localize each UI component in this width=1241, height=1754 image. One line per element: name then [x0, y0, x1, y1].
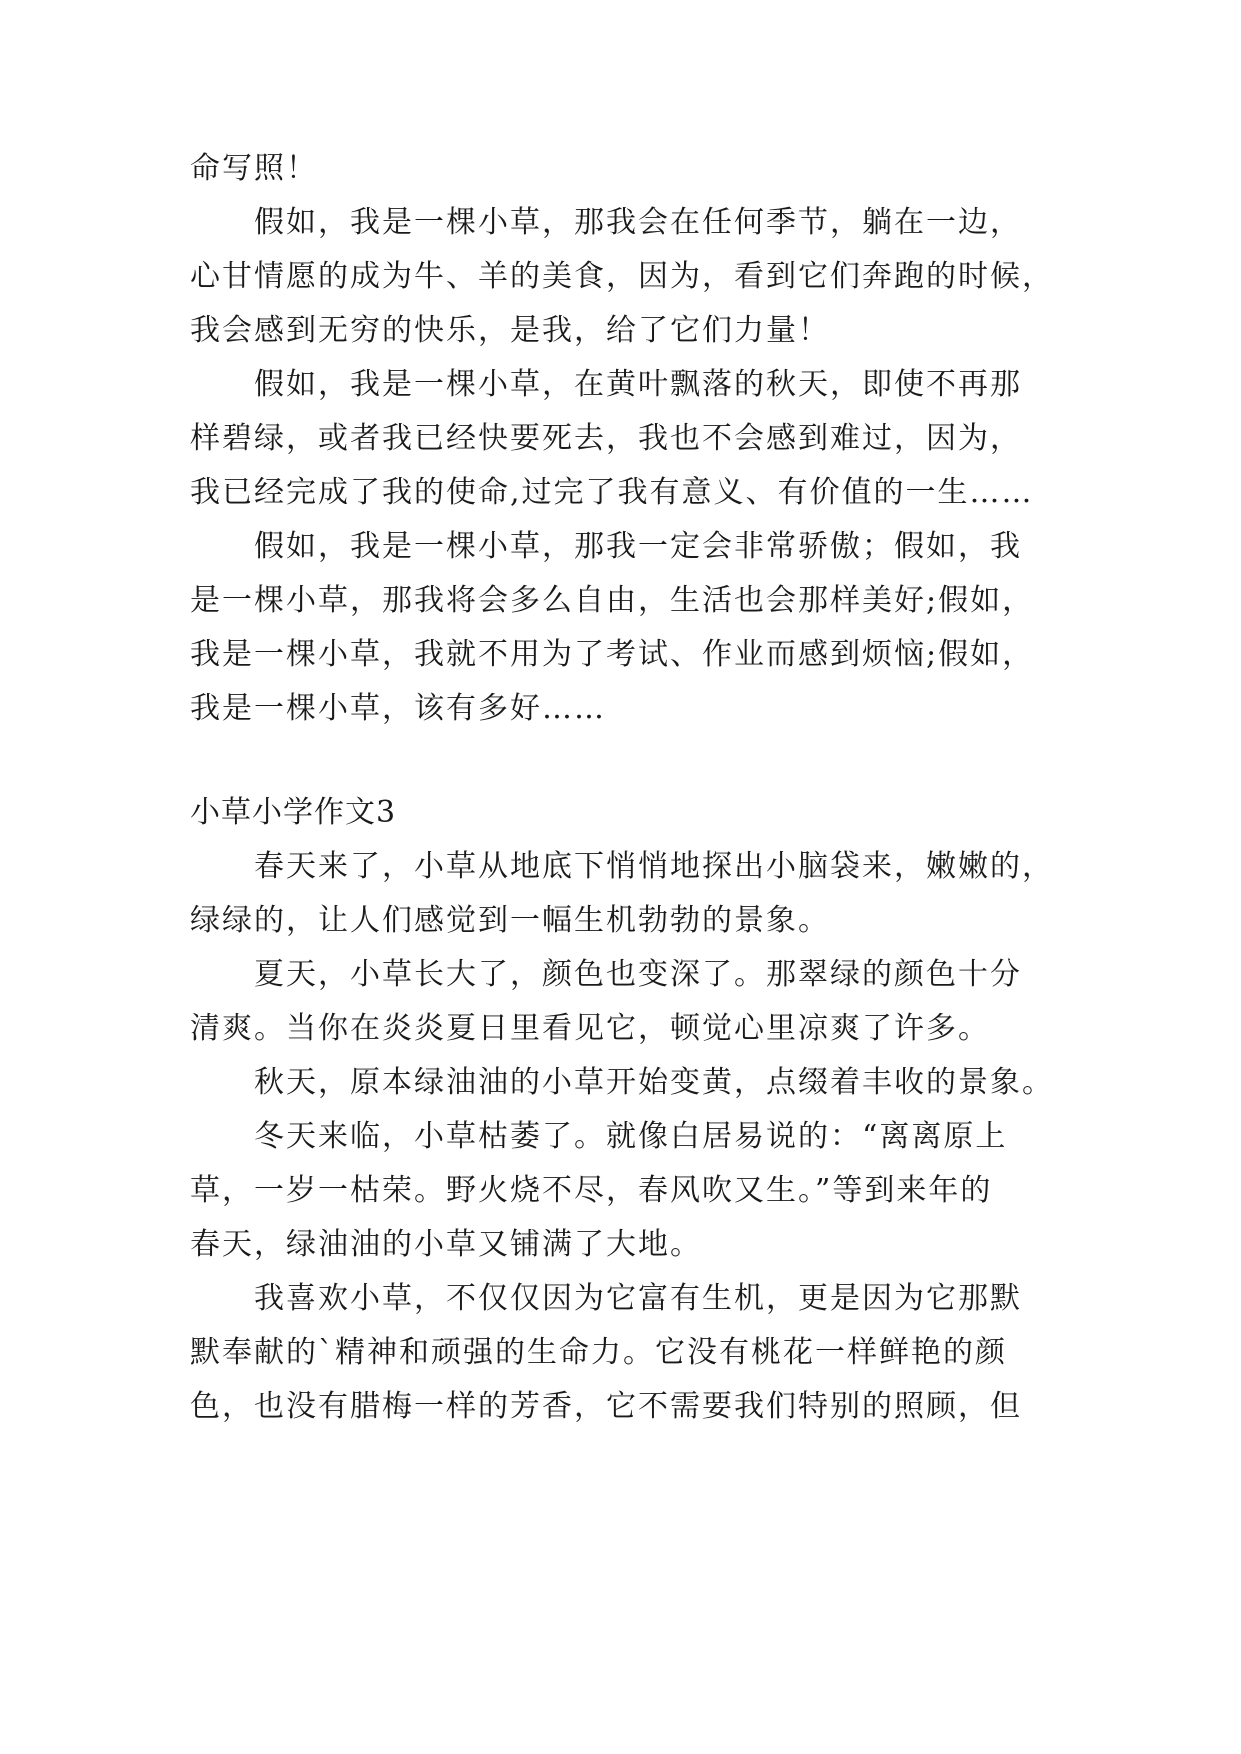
text-line: 绿绿的，让人们感觉到一幅生机勃勃的景象。	[190, 903, 830, 938]
text-line: 清爽。当你在炎炎夏日里看见它，顿觉心里凉爽了许多。	[190, 1011, 990, 1046]
text-line: 草，一岁一枯荣。野火烧不尽，春风吹又生。”等到来年的	[190, 1173, 993, 1208]
paragraph-first-line: 夏天，小草长大了，颜色也变深了。那翠绿的颜色十分	[254, 957, 1022, 992]
text-line: 默奉献的`精神和顽强的生命力。它没有桃花一样鲜艳的颜	[190, 1335, 1007, 1370]
paragraph-first-line: 假如，我是一棵小草，在黄叶飘落的秋天，即使不再那	[254, 367, 1022, 402]
text-line: 春天，绿油油的小草又铺满了大地。	[190, 1227, 702, 1262]
text-line: 我是一棵小草，我就不用为了考试、作业而感到烦恼;假如，	[190, 637, 1035, 672]
text-line: 心甘情愿的成为牛、羊的美食，因为，看到它们奔跑的时候，	[190, 259, 1054, 294]
text-line: 我是一棵小草，该有多好……	[190, 691, 606, 726]
paragraph-first-line: 春天来了，小草从地底下悄悄地探出小脑袋来，嫩嫩的，	[254, 849, 1054, 884]
text-line: 命写照！	[190, 151, 318, 186]
text-line: 我会感到无穷的快乐，是我，给了它们力量！	[190, 313, 830, 348]
text-line: 色，也没有腊梅一样的芳香，它不需要我们特别的照顾，但	[190, 1389, 1022, 1424]
section-heading: 小草小学作文3	[190, 795, 397, 830]
paragraph-first-line: 冬天来临，小草枯萎了。就像白居易说的：“离离原上	[254, 1119, 1008, 1154]
paragraph-first-line: 假如，我是一棵小草，那我会在任何季节，躺在一边，	[254, 205, 1022, 240]
text-line: 样碧绿，或者我已经快要死去，我也不会感到难过，因为，	[190, 421, 1022, 456]
paragraph-first-line: 我喜欢小草，不仅仅因为它富有生机，更是因为它那默	[254, 1281, 1022, 1316]
text-line: 我已经完成了我的使命,过完了我有意义、有价值的一生……	[190, 475, 1034, 510]
paragraph-first-line: 假如，我是一棵小草，那我一定会非常骄傲；假如，我	[254, 529, 1022, 564]
text-line: 是一棵小草，那我将会多么自由，生活也会那样美好;假如，	[190, 583, 1035, 618]
paragraph-first-line: 秋天，原本绿油油的小草开始变黄，点缀着丰收的景象。	[254, 1065, 1054, 1100]
